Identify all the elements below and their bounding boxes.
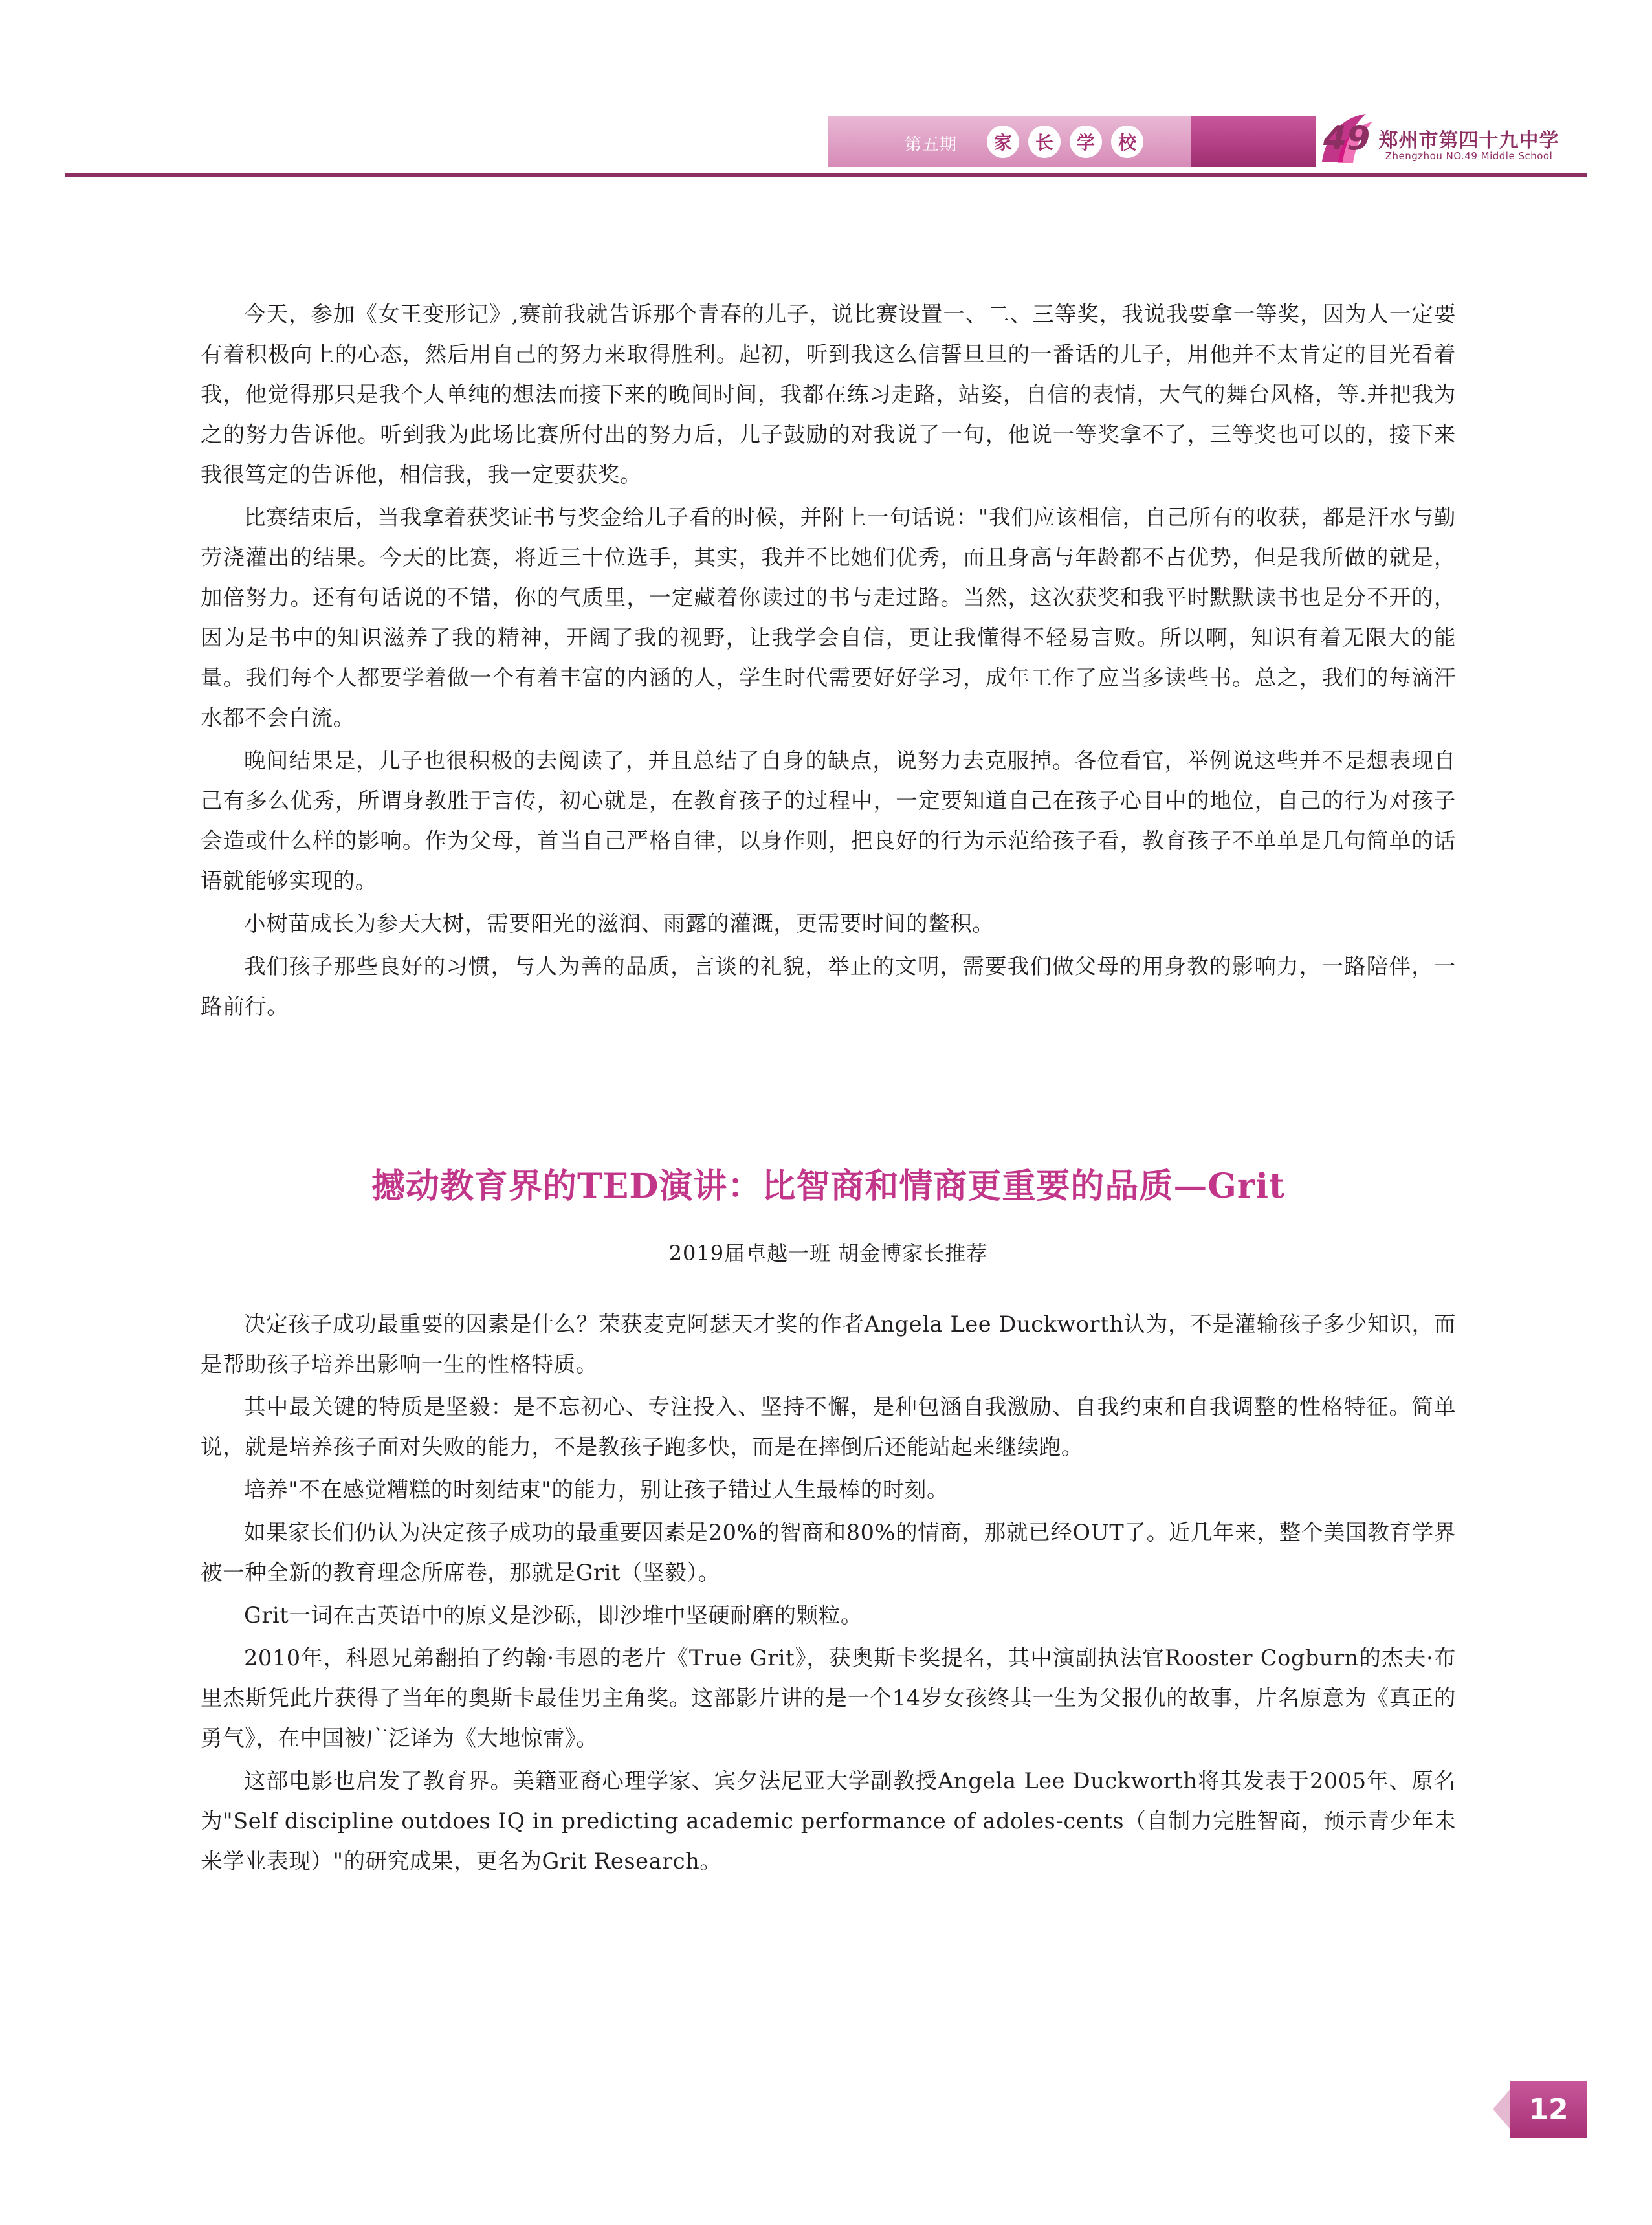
article-two-paragraph: 这部电影也启发了教育界。美籍亚裔心理学家、宾夕法尼亚大学副教授Angela Lee Duckworth将其发表于2005年、原名为"Self discipline outdoes IQ in predicting academic performance of adoles-cents（自制力完胜智商，预示青少年未来学业表现）"的研究成果，更名为Grit Research。 [201, 1768, 1456, 1874]
article-one-paragraph: 小树苗成长为参天大树，需要阳光的滋润、雨露的灌溉，更需要时间的鳖积。 [244, 911, 995, 936]
school-identity [1316, 105, 1587, 170]
article-one-paragraph: 今天，参加《女王变形记》,赛前我就告诉那个青春的儿子，说比赛设置一、二、三等奖，我说我要拿一等奖，因为人一定要有着积极向上的心态，然后用自己的努力来取得胜利。起初，听到我这么信誓旦旦的一番话的儿子，用他并不太肯定的目光看着我，他觉得那只是我个人单纯的想法而接下来的晚间时间，我都在练习走路，站姿，自信的表情，大气的舞台风格，等.并把我为之的努力告诉他。听到我为此场比赛所付出的努力后，儿子鼓励的对我说了一句，他说一等奖拿不了，三等奖也可以的，接下来我很笃定的告诉他，相信我，我一定要获奖。 [201, 301, 1456, 487]
page-number-badge [1490, 2081, 1587, 2138]
article-two-paragraph: 其中最关键的特质是坚毅：是不忘初心、专注投入、坚持不懈，是种包涵自我激励、自我约束和自我调整的性格特征。简单说，就是培养孩子面对失败的能力，不是教孩子跑多快，而是在摔倒后还能站起来继续跑。 [201, 1394, 1456, 1460]
page-header [0, 97, 1652, 175]
school-name-en: Zhengzhou NO.49 Middle School [1385, 150, 1553, 162]
section-char-1: 家 [987, 126, 1019, 158]
article-two-paragraph: 2010年，科恩兄弟翻拍了约翰·韦恩的老片《True Grit》，获奥斯卡奖提名，其中演副执法官Rooster Cogburn的杰夫·布里杰斯凭此片获得了当年的奥斯卡最佳男主角奖。这部影片讲的是一个14岁女孩终其一生为父报仇的故事，片名原意为《真正的勇气》，在中国被广泛译为《大地惊雷》。 [201, 1645, 1456, 1751]
article-separator [201, 1029, 1456, 1159]
page-number: 12 [1528, 2092, 1569, 2126]
issue-label: 第五期 [905, 135, 958, 155]
byline-spacer [201, 1267, 1456, 1304]
section-char-4: 校 [1111, 126, 1143, 158]
section-char-2: 长 [1028, 126, 1061, 158]
article-one-paragraph: 晚间结果是，儿子也很积极的去阅读了，并且总结了自身的缺点，说努力去克服掉。各位看官，举例说这些并不是想表现自己有多么优秀，所谓身教胜于言传，初心就是，在教育孩子的过程中，一定要知道自己在孩子心目中的地位，自己的行为对孩子会造或什么样的影响。作为父母，首当自己严格自律，以身作则，把良好的行为示范给孩子看，教育孩子不单单是几句简单的话语就能够实现的。 [201, 748, 1456, 893]
article-byline: 2019届卓越一班 胡金博家长推荐 [668, 1241, 988, 1266]
article-two-paragraph: 培养"不在感觉糟糕的时刻结束"的能力，别让孩子错过人生最棒的时刻。 [244, 1477, 949, 1502]
article-one-paragraph: 我们孩子那些良好的习惯，与人为善的品质，言谈的礼貌，举止的文明，需要我们做父母的用身教的影响力，一路陪伴，一路前行。 [201, 954, 1456, 1019]
school-name-cn: 郑州市第四十九中学 [1378, 129, 1559, 152]
article-two-paragraph: 决定孩子成功最重要的因素是什么？荣获麦克阿瑟天才奖的作者Angela Lee Duckworth认为，不是灌输孩子多少知识，而是帮助孩子培养出影响一生的性格特质。 [201, 1311, 1456, 1377]
page-title: 撼动教育界的TED演讲：比智商和情商更重要的品质—Grit [371, 1167, 1285, 1206]
logo-number: 49 [1323, 119, 1371, 158]
section-title-pills [987, 126, 1143, 158]
article-two-paragraph: Grit一词在古英语中的原义是沙砾，即沙堆中坚硬耐磨的颗粒。 [244, 1603, 863, 1628]
article-two-paragraph: 如果家长们仍认为决定孩子成功的最重要因素是20%的智商和80%的情商，那就已经OUT了。近几年来，整个美国教育学界被一种全新的教育理念所席卷，那就是Grit（坚毅）。 [201, 1520, 1456, 1585]
header-divider [65, 173, 1587, 177]
header-banner [828, 97, 1587, 173]
page-content [201, 294, 1456, 1884]
article-one-paragraph: 比赛结束后，当我拿着获奖证书与奖金给儿子看的时候，并附上一句话说："我们应该相信，自己所有的收获，都是汗水与勤劳浇灌出的结果。今天的比赛，将近三十位选手，其实，我并不比她们优秀，而且身高与年龄都不占优势，但是我所做的就是，加倍努力。还有句话说的不错，你的气质里，一定藏着你读过的书与走过路。当然，这次获奖和我平时默默读书也是分不开的，因为是书中的知识滋养了我的精神，开阔了我的视野，让我学会自信，更让我懂得不轻易言败。所以啊，知识有着无限大的能量。我们每个人都要学着做一个有着丰富的内涵的人，学生时代需要好好学习，成年工作了应当多读些书。总之，我们的每滴汗水都不会白流。 [201, 505, 1456, 730]
page-number-arrow-icon [1493, 2090, 1510, 2129]
section-char-3: 学 [1070, 126, 1102, 158]
